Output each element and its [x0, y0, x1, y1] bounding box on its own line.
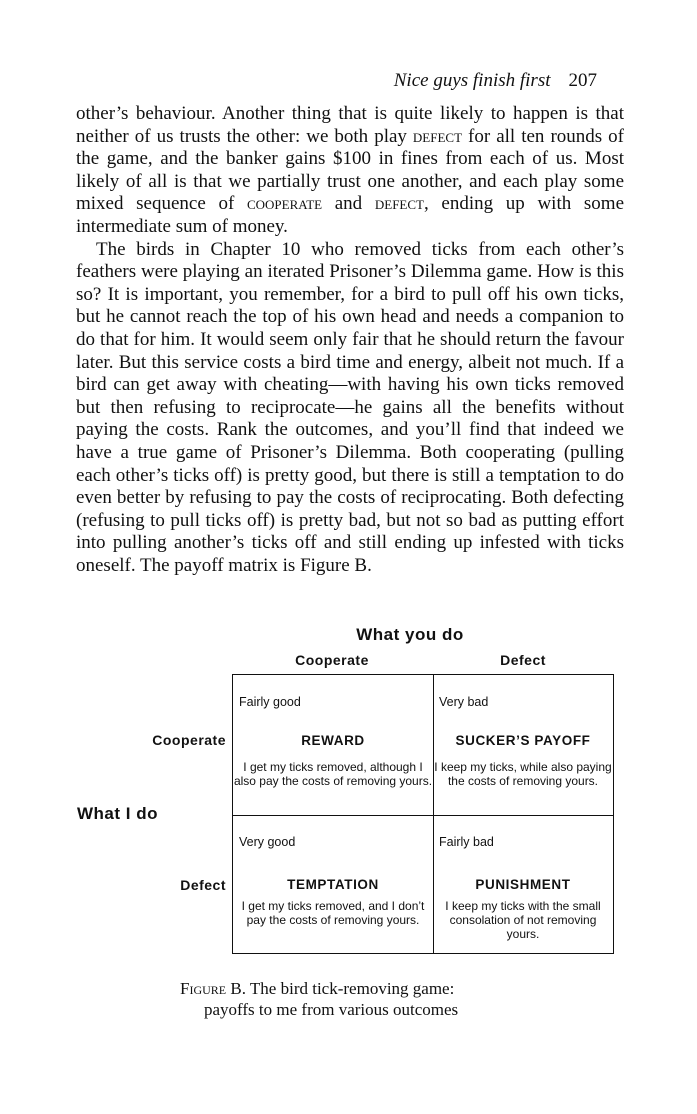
cell-description: I get my ticks removed, and I don’t pay the costs of removing yours.: [241, 899, 425, 927]
figure-caption: [180, 978, 540, 1020]
what-you-do-label: What you do: [356, 625, 464, 644]
paragraph-1-text-e: and: [322, 193, 375, 215]
caption-line-1-text: The bird tick-removing game:: [249, 979, 455, 998]
what-i-do-label: What I do: [77, 804, 158, 823]
column-label-cooperate: Cooperate: [295, 652, 369, 668]
cell-description: I keep my ticks, while also paying the costs of removing yours.: [434, 760, 612, 788]
cell-description: I get my ticks removed, although I also pay the costs of removing yours.: [233, 760, 433, 788]
payoff-grid: [232, 674, 614, 954]
running-header: [394, 70, 597, 92]
row-label-defect: Defect: [180, 877, 226, 893]
paragraph-1-text-c: for all ten rounds of the game, and the banker gains $100 in fines from each of us. Most likely of all is that we partially trust one another, and each play some mixed sequence of: [76, 125, 625, 215]
cell-level: Very good: [239, 835, 296, 849]
cell-title: REWARD: [301, 733, 365, 748]
row-label-cooperate: Cooperate: [152, 732, 226, 748]
smallcaps-defect: defect: [412, 125, 463, 147]
cell-title: SUCKER’S PAYOFF: [455, 733, 591, 748]
cell-title: PUNISHMENT: [475, 877, 571, 892]
paragraph-1-text-a: other’s behaviour. Another thing that is quite likely to happen is that neither of us trusts the other: we both play: [76, 103, 624, 147]
body-text: [76, 103, 624, 577]
paragraph-2: The birds in Chapter 10 who removed ticks from each other’s feathers were playing an iterated Prisoner’s Dilemma game. How is this so? It is important, you remember, for a bird to pull off his own ticks, but he cannot reach the top of his own head and needs a companion to do that for him. It would seem only fair that he should return the favour later. But this service costs a bird time and energy, albeit not much. If a bird can get away with cheating—with having his own ticks removed but then refusing to reciprocate—he gains all the benefits without paying the costs. Rank the outcomes, and you’ll find that indeed we have a true game of Prisoner’s Dilemma. Both cooperating (pulling each other’s ticks off) is pretty good, but there is still a temptation to do even better by refusing to pay the costs of reciprocating. Both defecting (refusing to pull ticks off) is pretty bad, but not so bad as putting effort into pulling another’s ticks off and still ending up infested with ticks oneself. The payoff matrix is Figure B.: [76, 238, 624, 576]
grid-divider-horizontal: [233, 815, 613, 816]
smallcaps-cooperate: cooperate: [246, 193, 323, 215]
page-number: 207: [568, 70, 597, 91]
paragraph-1: [76, 103, 624, 239]
smallcaps-defect-2: defect: [374, 193, 424, 215]
caption-label: Figure B.: [180, 979, 246, 998]
cell-title: TEMPTATION: [287, 877, 379, 892]
running-title: Nice guys finish first: [393, 70, 551, 91]
cell-level: Very bad: [439, 695, 489, 709]
column-label-defect: Defect: [500, 652, 546, 668]
caption-line-1: [180, 978, 540, 999]
cell-level: Fairly bad: [439, 835, 494, 849]
cell-description: I keep my ticks with the small consolation of not removing yours.: [445, 899, 601, 941]
paragraph-1-text-g: , ending up with some intermediate sum of money.: [76, 193, 624, 237]
caption-line-2: payoffs to me from various outcomes: [204, 1000, 459, 1019]
cell-level: Fairly good: [239, 695, 301, 709]
